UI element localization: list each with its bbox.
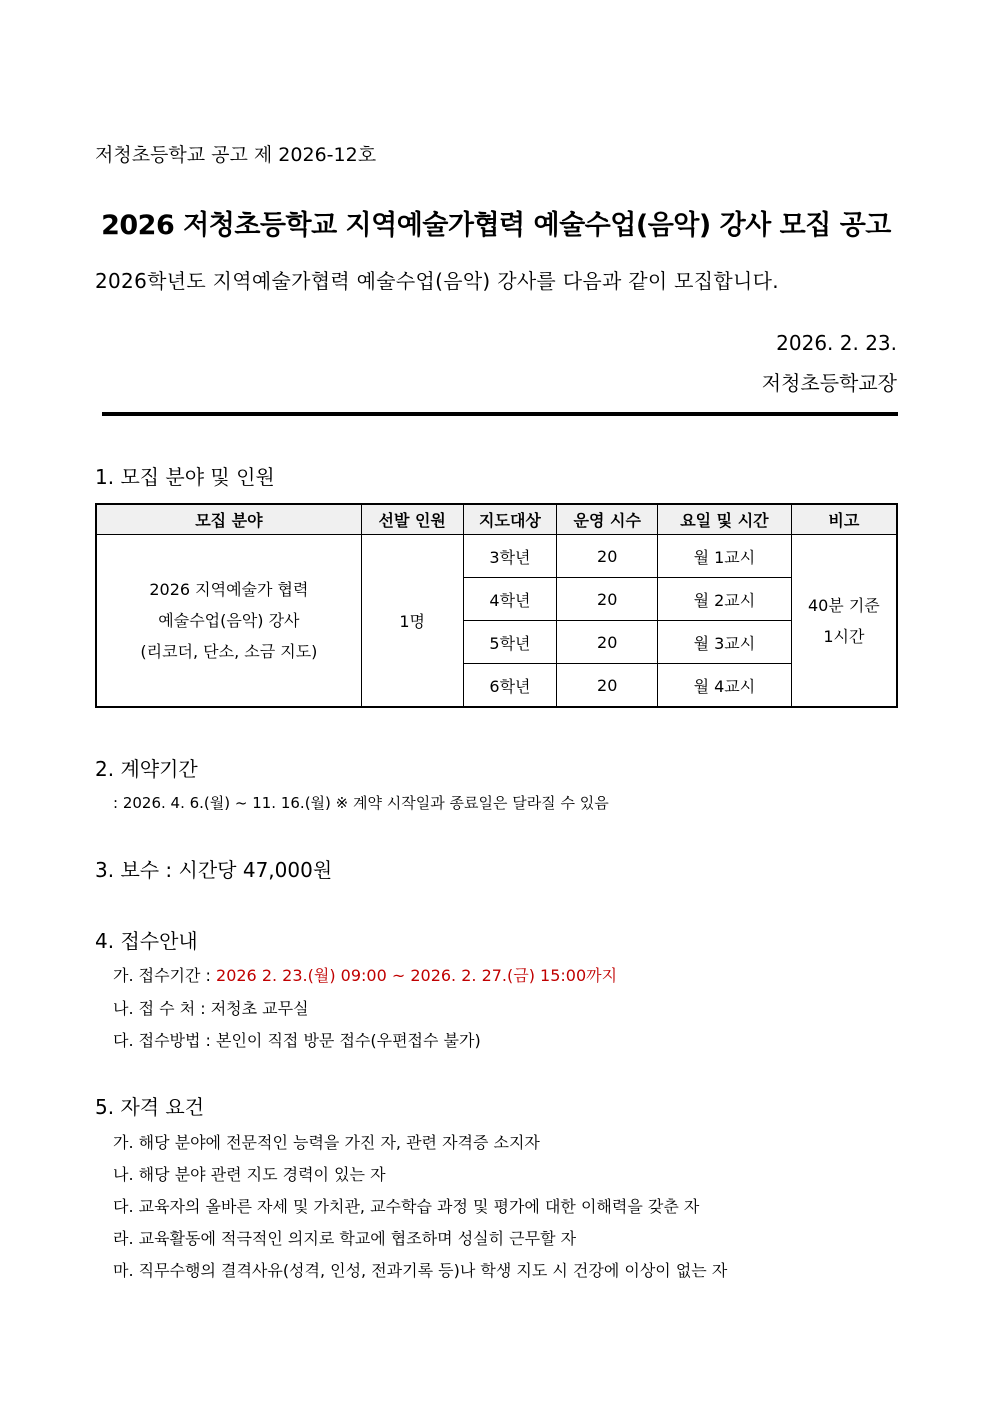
application-period	[113, 963, 617, 986]
target-cell: 6학년	[463, 664, 557, 708]
application-period-value: 2026 2. 23.(월) 09:00 ~ 2026. 2. 27.(금) 15:00까지	[216, 966, 618, 985]
application-period-label: 가. 접수기간 :	[113, 966, 217, 985]
table-header: 비고	[791, 504, 897, 535]
list-item: 나. 해당 분야 관련 지도 경력이 있는 자	[113, 1165, 386, 1184]
table-header: 모집 분야	[96, 504, 361, 535]
section2-heading: 2. 계약기간	[95, 757, 198, 781]
section4-heading: 4. 접수안내	[95, 929, 198, 953]
table-row	[96, 535, 897, 578]
target-cell: 5학년	[463, 621, 557, 664]
divider	[102, 412, 898, 416]
field-line: (리코더, 단소, 소금 지도)	[140, 642, 318, 661]
field-line: 예술수업(음악) 강사	[158, 611, 300, 630]
schedule-cell: 월 3교시	[658, 621, 792, 664]
target-cell: 4학년	[463, 578, 557, 621]
hours-cell: 20	[557, 578, 658, 621]
schedule-cell: 월 4교시	[658, 664, 792, 708]
schedule-cell: 월 1교시	[658, 535, 792, 578]
note-line: 40분 기준	[807, 595, 880, 615]
target-cell: 3학년	[463, 535, 557, 578]
hours-cell: 20	[557, 621, 658, 664]
field-line: 2026 지역예술가 협력	[149, 580, 309, 599]
list-item: 마. 직무수행의 결격사유(성격, 인성, 전과기록 등)나 학생 지도 시 건강에 이상이 없는 자	[113, 1261, 728, 1280]
notice-number: 저청초등학교 공고 제 2026-12호	[95, 144, 377, 166]
headcount-cell: 1명	[361, 535, 463, 708]
page-title: 2026 저청초등학교 지역예술가협력 예술수업(음악) 강사 모집 공고	[101, 210, 891, 241]
recruit-table	[95, 503, 898, 708]
table-header-row	[96, 504, 897, 535]
table-header: 지도대상	[463, 504, 557, 535]
note-cell	[791, 535, 897, 708]
hours-cell: 20	[557, 535, 658, 578]
contract-period: : 2026. 4. 6.(월) ~ 11. 16.(월) ※ 계약 시작일과 종료일은 달라질 수 있음	[113, 794, 609, 812]
hours-cell: 20	[557, 664, 658, 708]
table-header: 선발 인원	[361, 504, 463, 535]
section5-heading: 5. 자격 요건	[95, 1095, 205, 1119]
application-place: 나. 접 수 처 : 저청초 교무실	[113, 999, 309, 1018]
notice-date: 2026. 2. 23.	[776, 331, 897, 355]
schedule-cell: 월 2교시	[658, 578, 792, 621]
table-header: 요일 및 시간	[658, 504, 792, 535]
section1-heading: 1. 모집 분야 및 인원	[95, 465, 275, 489]
table-header: 운영 시수	[557, 504, 658, 535]
intro-text: 2026학년도 지역예술가협력 예술수업(음악) 강사를 다음과 같이 모집합니다.	[95, 269, 779, 293]
list-item: 가. 해당 분야에 전문적인 능력을 가진 자, 관련 자격증 소지자	[113, 1133, 540, 1152]
list-item: 다. 교육자의 올바른 자세 및 가치관, 교수학습 과정 및 평가에 대한 이해력을 갖춘 자	[113, 1197, 700, 1216]
field-cell	[96, 535, 361, 708]
note-line: 1시간	[823, 626, 865, 646]
application-method: 다. 접수방법 : 본인이 직접 방문 접수(우편접수 불가)	[113, 1031, 481, 1050]
issuer: 저청초등학교장	[761, 371, 897, 395]
section3-heading: 3. 보수 : 시간당 47,000원	[95, 858, 333, 882]
list-item: 라. 교육활동에 적극적인 의지로 학교에 협조하며 성실히 근무할 자	[113, 1229, 577, 1248]
